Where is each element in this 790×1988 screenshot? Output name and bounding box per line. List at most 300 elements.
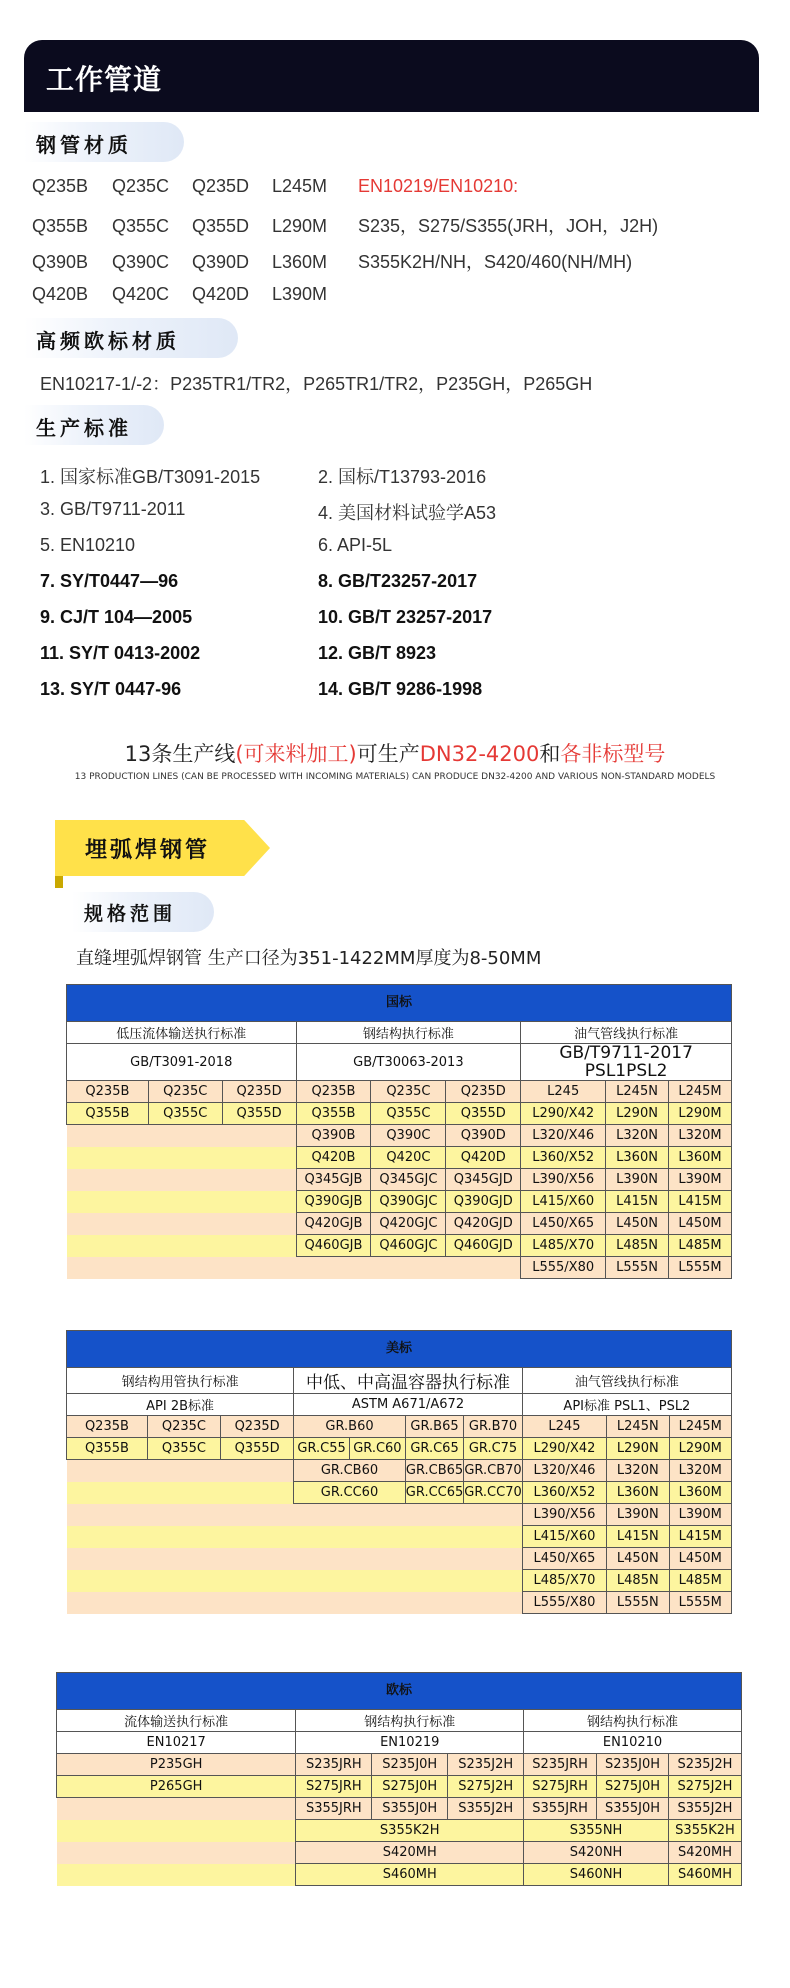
table-row: [67, 1438, 732, 1460]
table-cell: S460NH: [524, 1864, 669, 1886]
table-cell: S420MH: [669, 1842, 742, 1864]
table-cell: L450/X65: [522, 1548, 606, 1570]
table-cell: S235J2H: [448, 1754, 524, 1776]
standard-item: 3. GB/T9711-2011: [40, 499, 186, 519]
table-header-row: [67, 1394, 732, 1416]
table-header-row: [57, 1710, 742, 1732]
table-cell: Q420GJB: [296, 1213, 371, 1235]
empty-cell: [294, 1504, 350, 1526]
table-cell: L450M: [669, 1213, 732, 1235]
section-title: 生产标准: [36, 416, 132, 440]
table-cell: S355J2H: [669, 1798, 742, 1820]
table-cell: P235GH: [57, 1754, 296, 1776]
table-cell: Q460GJC: [371, 1235, 446, 1257]
empty-cell: [147, 1504, 220, 1526]
table-cell: GR.CB65: [405, 1460, 463, 1482]
empty-cell: [147, 1482, 220, 1504]
text-segment: Q355B: [32, 216, 89, 236]
empty-cell: [147, 1570, 220, 1592]
table-cell: GR.B70: [464, 1416, 522, 1438]
table-cell: Q235C: [147, 1416, 220, 1438]
text-segment: 各非标型号: [560, 742, 666, 766]
table-cell: Q390GJC: [371, 1191, 446, 1213]
table-cell: L415N: [607, 1526, 669, 1548]
table-row: [67, 1103, 732, 1125]
production-banner-subtitle: 13 PRODUCTION LINES (CAN BE PROCESSED WITH INCOMING MATERIALS) CAN PRODUCE DN32-4200 AND VARIOUS NON-STANDARD MODELS: [74, 772, 716, 782]
table-cell: Q235C: [148, 1081, 222, 1103]
empty-cell: [221, 1548, 294, 1570]
empty-cell: [67, 1147, 149, 1169]
empty-cell: [57, 1864, 296, 1886]
text-segment: Q420C: [112, 284, 170, 304]
standard-code: EN10217: [57, 1732, 296, 1754]
table-cell: Q420C: [371, 1147, 446, 1169]
table-cell: L245: [522, 1416, 606, 1438]
text-segment: L290M: [272, 216, 328, 236]
table-cell: Q390C: [371, 1125, 446, 1147]
empty-cell: [350, 1548, 406, 1570]
empty-cell: [294, 1570, 350, 1592]
standard-item: 2. 国标/T13793-2016: [318, 467, 487, 487]
section-title: 高频欧标材质: [36, 329, 180, 353]
table-cell: S460MH: [296, 1864, 524, 1886]
empty-cell: [222, 1169, 296, 1191]
text-segment: Q390D: [192, 252, 250, 272]
table-cell: Q355C: [148, 1103, 222, 1125]
empty-cell: [464, 1504, 522, 1526]
table-row: [67, 1235, 732, 1257]
text-segment: Q355C: [112, 216, 170, 236]
empty-cell: [405, 1504, 463, 1526]
material-row-4: [32, 284, 358, 305]
table-cell: L390/X56: [521, 1169, 606, 1191]
section-production-standards: [24, 405, 164, 445]
table-cell: S355K2H: [296, 1820, 524, 1842]
material-row-1: [32, 176, 518, 197]
table-cell: L450M: [669, 1548, 732, 1570]
production-banner: [0, 738, 790, 768]
standard-item: 12. GB/T 8923: [318, 643, 437, 663]
empty-cell: [67, 1570, 148, 1592]
text-segment: Q235D: [192, 176, 250, 196]
text-segment: Q235B: [32, 176, 89, 196]
table-row: [57, 1776, 742, 1798]
table-cell: Q390B: [296, 1125, 371, 1147]
text-segment: 和: [539, 742, 561, 766]
table-cell: L360/X52: [521, 1147, 606, 1169]
empty-cell: [464, 1548, 522, 1570]
empty-cell: [67, 1213, 149, 1235]
empty-cell: [67, 1482, 148, 1504]
table-cell: S275J2H: [448, 1776, 524, 1798]
empty-cell: [67, 1125, 149, 1147]
empty-cell: [221, 1504, 294, 1526]
text-segment: L360M: [272, 252, 328, 272]
table-cell: L555/X80: [522, 1592, 606, 1614]
empty-cell: [405, 1526, 463, 1548]
table-cell: L360M: [669, 1482, 732, 1504]
table-cell: P265GH: [57, 1776, 296, 1798]
table-cell: S235J0H: [597, 1754, 669, 1776]
table-cell: L290/X42: [522, 1438, 606, 1460]
table-cell: S420NH: [524, 1842, 669, 1864]
table-cell: L450/X65: [521, 1213, 606, 1235]
empty-cell: [222, 1235, 296, 1257]
text-segment: 13条生产线: [124, 742, 236, 766]
table-cell: L320/X46: [522, 1460, 606, 1482]
text-segment: Q420B: [32, 284, 89, 304]
table-cell: Q235D: [222, 1081, 296, 1103]
column-header: 流体输送执行标准: [57, 1710, 296, 1732]
table-cell: S460MH: [669, 1864, 742, 1886]
empty-cell: [148, 1213, 222, 1235]
table-row: [67, 1504, 732, 1526]
table-cell: Q235C: [371, 1081, 446, 1103]
table-cell: L485N: [607, 1570, 669, 1592]
table-cell: GR.CC65: [405, 1482, 463, 1504]
text-segment: (可来料加工): [235, 742, 357, 766]
table-row: [67, 1548, 732, 1570]
table-cell: L555N: [606, 1257, 669, 1279]
page-title: 工作管道: [46, 63, 163, 96]
section-title: 规格范围: [84, 903, 177, 925]
en-label: EN10219/EN10210:: [358, 176, 519, 196]
section-steel-material: [24, 122, 184, 162]
table-cell: S235JRH: [524, 1754, 597, 1776]
empty-cell: [148, 1169, 222, 1191]
empty-cell: [350, 1526, 406, 1548]
table-cell: L390/X56: [522, 1504, 606, 1526]
table-header-row: [67, 1022, 732, 1044]
table-cell: L485M: [669, 1570, 732, 1592]
table-cell: GR.CB70: [464, 1460, 522, 1482]
table-row: [57, 1864, 742, 1886]
table-cell: GR.CC70: [464, 1482, 522, 1504]
table-cell: S355NH: [524, 1820, 669, 1842]
table-cell: Q345GJC: [371, 1169, 446, 1191]
table-cell: Q355B: [296, 1103, 371, 1125]
table-cell: L555N: [607, 1592, 669, 1614]
empty-cell: [221, 1526, 294, 1548]
table-cell: L320N: [607, 1460, 669, 1482]
table-cell: GR.C65: [405, 1438, 463, 1460]
table-cell: L485/X70: [522, 1570, 606, 1592]
empty-cell: [148, 1147, 222, 1169]
table-cell: L415N: [606, 1191, 669, 1213]
column-header: 低压流体输送执行标准: [67, 1022, 297, 1044]
table-cell: L360/X52: [522, 1482, 606, 1504]
empty-cell: [57, 1820, 296, 1842]
empty-cell: [221, 1592, 294, 1614]
european-standard-table: [56, 1672, 742, 1886]
table-cell: L290M: [669, 1438, 732, 1460]
table-cell: Q235D: [221, 1416, 294, 1438]
table-cell: S355JRH: [296, 1798, 372, 1820]
standard-item: 10. GB/T 23257-2017: [318, 607, 493, 627]
empty-cell: [148, 1191, 222, 1213]
table-cell: L415/X60: [522, 1526, 606, 1548]
table-header-row: [67, 1044, 732, 1081]
standard-item: 9. CJ/T 104—2005: [40, 607, 193, 627]
standard-item: 7. SY/T0447—96: [40, 571, 179, 591]
table-cell: Q355D: [221, 1438, 294, 1460]
table-cell: L485N: [606, 1235, 669, 1257]
table-cell: Q420B: [296, 1147, 371, 1169]
table-cell: S235J2H: [669, 1754, 742, 1776]
table-cell: L485M: [669, 1235, 732, 1257]
section-spec-range: [72, 892, 214, 932]
table-cell: S235J0H: [372, 1754, 448, 1776]
empty-cell: [67, 1592, 148, 1614]
text-segment: Q390C: [112, 252, 170, 272]
table-row: [57, 1842, 742, 1864]
page-header: [24, 40, 759, 112]
column-header: 油气管线执行标准: [522, 1368, 731, 1394]
table-cell: Q420GJD: [446, 1213, 521, 1235]
table-cell: L485/X70: [521, 1235, 606, 1257]
empty-cell: [405, 1548, 463, 1570]
empty-cell: [147, 1526, 220, 1548]
empty-cell: [371, 1257, 446, 1279]
table-cell: L290N: [607, 1438, 669, 1460]
table-row: [57, 1798, 742, 1820]
empty-cell: [147, 1460, 220, 1482]
table-cell: Q390GJB: [296, 1191, 371, 1213]
text-segment: L390M: [272, 284, 328, 304]
table-cell: S275JRH: [296, 1776, 372, 1798]
hf-material-text: EN10217-1/-2：P235TR1/TR2，P265TR1/TR2，P235GH，P265GH: [40, 374, 593, 394]
empty-cell: [464, 1592, 522, 1614]
table-cell: Q235B: [67, 1416, 148, 1438]
table-cell: S355JRH: [524, 1798, 597, 1820]
table-cell: L390M: [669, 1169, 732, 1191]
empty-cell: [350, 1504, 406, 1526]
standard-item: 11. SY/T 0413-2002: [40, 643, 201, 663]
table-cell: S420MH: [296, 1842, 524, 1864]
empty-cell: [67, 1235, 149, 1257]
table-cell: L360N: [607, 1482, 669, 1504]
table-cell: L555/X80: [521, 1257, 606, 1279]
table-cell: Q355D: [222, 1103, 296, 1125]
table-cell: Q355B: [67, 1103, 149, 1125]
table-cell: S275J2H: [669, 1776, 742, 1798]
empty-cell: [221, 1482, 294, 1504]
standard-item: 13. SY/T 0447-96: [40, 679, 182, 699]
material-row-3: [32, 248, 632, 274]
text-segment: S355K2H/NH，S420/460(NH/MH): [358, 252, 633, 272]
standard-code: EN10210: [524, 1732, 742, 1754]
empty-cell: [67, 1460, 148, 1482]
standard-code: GB/T30063-2013: [296, 1044, 521, 1081]
table-row: [57, 1754, 742, 1776]
table-cell: L450N: [606, 1213, 669, 1235]
table-cell: GR.B65: [405, 1416, 463, 1438]
empty-cell: [67, 1169, 149, 1191]
table-cell: S275JRH: [524, 1776, 597, 1798]
table-cell: S355J2H: [448, 1798, 524, 1820]
table-cell: L320M: [669, 1125, 732, 1147]
table-row: [67, 1257, 732, 1279]
empty-cell: [446, 1257, 521, 1279]
table-cell: Q235D: [446, 1081, 521, 1103]
saw-pipe-title: 埋弧焊钢管: [85, 838, 211, 863]
table-cell: L555M: [669, 1592, 732, 1614]
empty-cell: [147, 1548, 220, 1570]
table-cell: L390N: [606, 1169, 669, 1191]
table-cell: Q235B: [296, 1081, 371, 1103]
column-header: 中低、中高温容器执行标准: [294, 1368, 523, 1394]
american-standard-table: [66, 1330, 732, 1614]
text-segment: Q420D: [192, 284, 250, 304]
table-cell: Q390D: [446, 1125, 521, 1147]
empty-cell: [405, 1570, 463, 1592]
table-cell: GR.CB60: [294, 1460, 406, 1482]
table-cell: L245M: [669, 1081, 732, 1103]
section-title: 钢管材质: [36, 133, 132, 157]
empty-cell: [222, 1257, 296, 1279]
table-cell: S355J0H: [372, 1798, 448, 1820]
table-cell: L245N: [607, 1416, 669, 1438]
standard-code: API标准 PSL1、PSL2: [522, 1394, 731, 1416]
table-cell: GR.B60: [294, 1416, 406, 1438]
empty-cell: [221, 1570, 294, 1592]
material-row-2: [32, 212, 658, 238]
empty-cell: [296, 1257, 371, 1279]
empty-cell: [147, 1592, 220, 1614]
table-cell: S275J0H: [597, 1776, 669, 1798]
national-standard-table: [66, 984, 732, 1279]
table-row: [67, 1526, 732, 1548]
table-cell: Q355C: [371, 1103, 446, 1125]
table-title: 欧标: [57, 1673, 742, 1710]
empty-cell: [350, 1570, 406, 1592]
table-header-row: [57, 1673, 742, 1710]
empty-cell: [464, 1526, 522, 1548]
table-row: [57, 1820, 742, 1842]
empty-cell: [350, 1592, 406, 1614]
table-cell: Q390GJD: [446, 1191, 521, 1213]
table-cell: S355K2H: [669, 1820, 742, 1842]
table-header-row: [67, 1331, 732, 1368]
table-row: [67, 1570, 732, 1592]
table-cell: Q460GJD: [446, 1235, 521, 1257]
empty-cell: [148, 1125, 222, 1147]
table-cell: S275J0H: [372, 1776, 448, 1798]
standard-item: 4. 美国材料试验学A53: [318, 503, 497, 523]
empty-cell: [222, 1191, 296, 1213]
column-header: 油气管线执行标准: [521, 1022, 732, 1044]
table-cell: Q345GJB: [296, 1169, 371, 1191]
table-cell: L320N: [606, 1125, 669, 1147]
table-row: [67, 1081, 732, 1103]
standard-code: GB/T3091-2018: [67, 1044, 297, 1081]
text-segment: DN32-4200: [419, 742, 540, 766]
text-segment: Q355D: [192, 216, 250, 236]
table-row: [67, 1460, 732, 1482]
empty-cell: [67, 1191, 149, 1213]
table-cell: Q345GJD: [446, 1169, 521, 1191]
table-row: [67, 1191, 732, 1213]
empty-cell: [67, 1526, 148, 1548]
table-row: [67, 1125, 732, 1147]
table-cell: L320M: [669, 1460, 732, 1482]
table-cell: L450N: [607, 1548, 669, 1570]
table-cell: L555M: [669, 1257, 732, 1279]
table-cell: L415/X60: [521, 1191, 606, 1213]
column-header: 钢结构用管执行标准: [67, 1368, 294, 1394]
table-cell: GR.C75: [464, 1438, 522, 1460]
table-cell: L290M: [669, 1103, 732, 1125]
empty-cell: [57, 1798, 296, 1820]
empty-cell: [148, 1235, 222, 1257]
table-row: [67, 1592, 732, 1614]
standard-code: ASTM A671/A672: [294, 1394, 523, 1416]
saw-pipe-tag: [55, 820, 270, 876]
table-cell: GR.C60: [350, 1438, 406, 1460]
table-row: [67, 1213, 732, 1235]
standard-code: API 2B标准: [67, 1394, 294, 1416]
table-row: [67, 1169, 732, 1191]
table-cell: L245: [521, 1081, 606, 1103]
section-hf-material: [24, 318, 238, 358]
table-row: [67, 1416, 732, 1438]
standard-item: 6. API-5L: [318, 535, 393, 555]
column-header: 钢结构执行标准: [524, 1710, 742, 1732]
table-cell: Q355C: [147, 1438, 220, 1460]
standard-item: 8. GB/T23257-2017: [318, 571, 478, 591]
text-segment: Q390B: [32, 252, 89, 272]
table-cell: L360M: [669, 1147, 732, 1169]
table-cell: GR.C55: [294, 1438, 350, 1460]
table-header-row: [57, 1732, 742, 1754]
empty-cell: [222, 1213, 296, 1235]
table-cell: Q355B: [67, 1438, 148, 1460]
empty-cell: [67, 1548, 148, 1570]
text-segment: S235，S275/S355(JRH，JOH，J2H): [358, 216, 659, 236]
table-cell: L290/X42: [521, 1103, 606, 1125]
empty-cell: [67, 1257, 149, 1279]
empty-cell: [222, 1125, 296, 1147]
empty-cell: [148, 1257, 222, 1279]
standard-item: 14. GB/T 9286-1998: [318, 679, 483, 699]
table-header-row: [67, 1368, 732, 1394]
table-cell: Q460GJB: [296, 1235, 371, 1257]
standard-item: 5. EN10210: [40, 535, 136, 555]
table-header-row: [67, 985, 732, 1022]
table-row: [67, 1147, 732, 1169]
table-cell: Q420GJC: [371, 1213, 446, 1235]
empty-cell: [57, 1842, 296, 1864]
table-title: 国标: [67, 985, 732, 1022]
table-cell: L290N: [606, 1103, 669, 1125]
table-cell: L390M: [669, 1504, 732, 1526]
standard-code: GB/T9711-2017 PSL1PSL2: [521, 1044, 732, 1081]
table-cell: L360N: [606, 1147, 669, 1169]
spec-description: 直缝埋弧焊钢管 生产口径为351-1422MM厚度为8-50MM: [76, 948, 542, 969]
table-cell: L245N: [606, 1081, 669, 1103]
column-header: 钢结构执行标准: [296, 1022, 521, 1044]
text-segment: Q235C: [112, 176, 170, 196]
table-cell: S355J0H: [597, 1798, 669, 1820]
empty-cell: [464, 1570, 522, 1592]
table-cell: L245M: [669, 1416, 732, 1438]
text-segment: 可生产: [356, 742, 420, 766]
table-cell: L390N: [607, 1504, 669, 1526]
table-cell: Q235B: [67, 1081, 149, 1103]
table-cell: Q420D: [446, 1147, 521, 1169]
empty-cell: [222, 1147, 296, 1169]
empty-cell: [221, 1460, 294, 1482]
